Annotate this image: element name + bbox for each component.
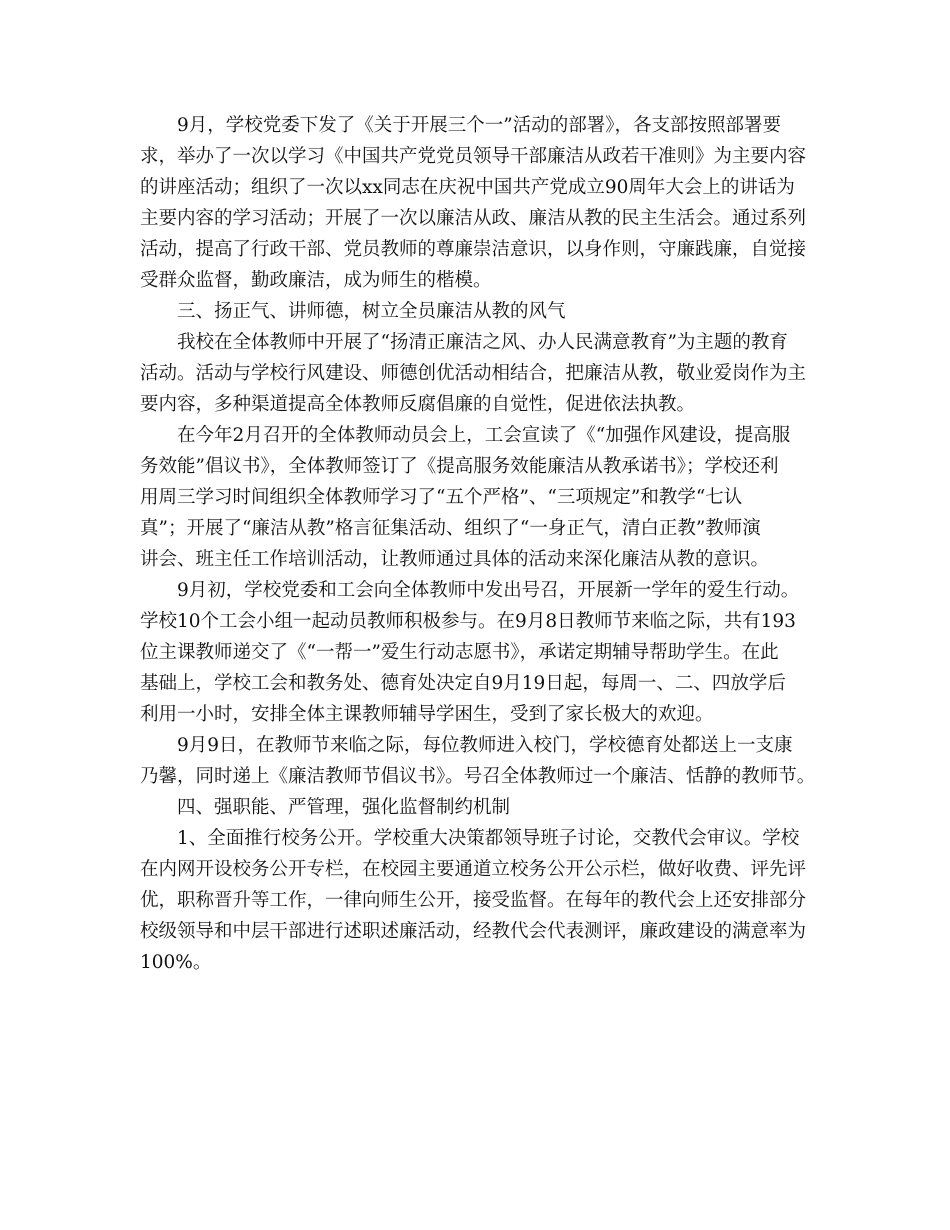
text-line: 乃馨，同时递上《廉洁教师节倡议书》。号召全体教师过一个廉洁、恬静的教师节。	[140, 766, 816, 787]
text-line: 求，举办了一次以学习《中国共产党党员领导干部廉洁从政若干准则》为主要内容	[140, 146, 807, 167]
text-line: 1、全面推行校务公开。学校重大决策都领导班子讨论，交教代会审议。学校	[140, 828, 800, 849]
text-line: 我校在全体教师中开展了“扬清正廉洁之风、办人民满意教育”为主题的教育	[140, 332, 788, 353]
text-line: 100%。	[140, 952, 212, 973]
text-line: 用周三学习时间组织全体教师学习了“五个严格”、“三项规定”和教学“七认	[140, 487, 743, 508]
section-heading: 四、强职能、严管理，强化监督制约机制	[140, 797, 511, 818]
text-line: 9月9日，在教师节来临之际，每位教师进入校门，学校德育处都送上一支康	[140, 735, 793, 756]
text-line: 校级领导和中层干部进行述职述廉活动，经教代会代表测评，廉政建设的满意率为	[140, 921, 807, 942]
text-line: 9月，学校党委下发了《关于开展三个一”活动的部署》，各支部按照部署要	[140, 115, 781, 136]
text-line: 学校10个工会小组一起动员教师积极参与。在9月8日教师节来临之际，共有193	[140, 611, 796, 632]
text-line: 位主课教师递交了《“一帮一”爱生行动志愿书》，承诺定期辅导帮助学生。在此	[140, 642, 779, 663]
text-line: 受群众监督，勤政廉洁，成为师生的楷模。	[140, 270, 492, 291]
text-line: 基础上，学校工会和教务处、德育处决定自9月19日起，每周一、二、四放学后	[140, 673, 786, 694]
text-line: 9月初，学校党委和工会向全体教师中发出号召，开展新一学年的爱生行动。	[140, 580, 800, 601]
text-line: 主要内容的学习活动；开展了一次以廉洁从政、廉洁从教的民主生活会。通过系列	[140, 208, 807, 229]
text-line: 利用一小时，安排全体主课教师辅导学困生，受到了家长极大的欢迎。	[140, 704, 714, 725]
section-heading: 三、扬正气、讲师德，树立全员廉洁从教的风气	[140, 301, 566, 322]
text-line: 优，职称晋升等工作，一律向师生公开，接受监督。在每年的教代会上还安排部分	[140, 890, 807, 911]
text-line: 务效能”倡议书》，全体教师签订了《提高服务效能廉洁从教承诺书》；学校还利	[140, 456, 779, 477]
text-line: 在今年2月召开的全体教师动员会上，工会宣读了《“加强作风建设，提高服	[140, 425, 791, 446]
text-line: 要内容，多种渠道提高全体教师反腐倡廉的自觉性，促进依法执教。	[140, 394, 696, 415]
text-line: 的讲座活动；组织了一次以xx同志在庆祝中国共产党成立90周年大会上的讲话为	[140, 177, 795, 198]
text-line: 在内网开设校务公开专栏，在校园主要通道立校务公开公示栏，做好收费、评先评	[140, 859, 807, 880]
text-line: 真”；开展了“廉洁从教”格言征集活动、组织了“一身正气，清白正教”教师演	[140, 518, 761, 539]
text-line: 活动，提高了行政干部、党员教师的尊廉崇洁意识，以身作则，守廉践廉，自觉接	[140, 239, 807, 260]
text-line: 活动。活动与学校行风建设、师德创优活动相结合，把廉洁从教，敬业爱岗作为主	[140, 363, 807, 384]
text-line: 讲会、班主任工作培训活动，让教师通过具体的活动来深化廉洁从教的意识。	[140, 549, 770, 570]
